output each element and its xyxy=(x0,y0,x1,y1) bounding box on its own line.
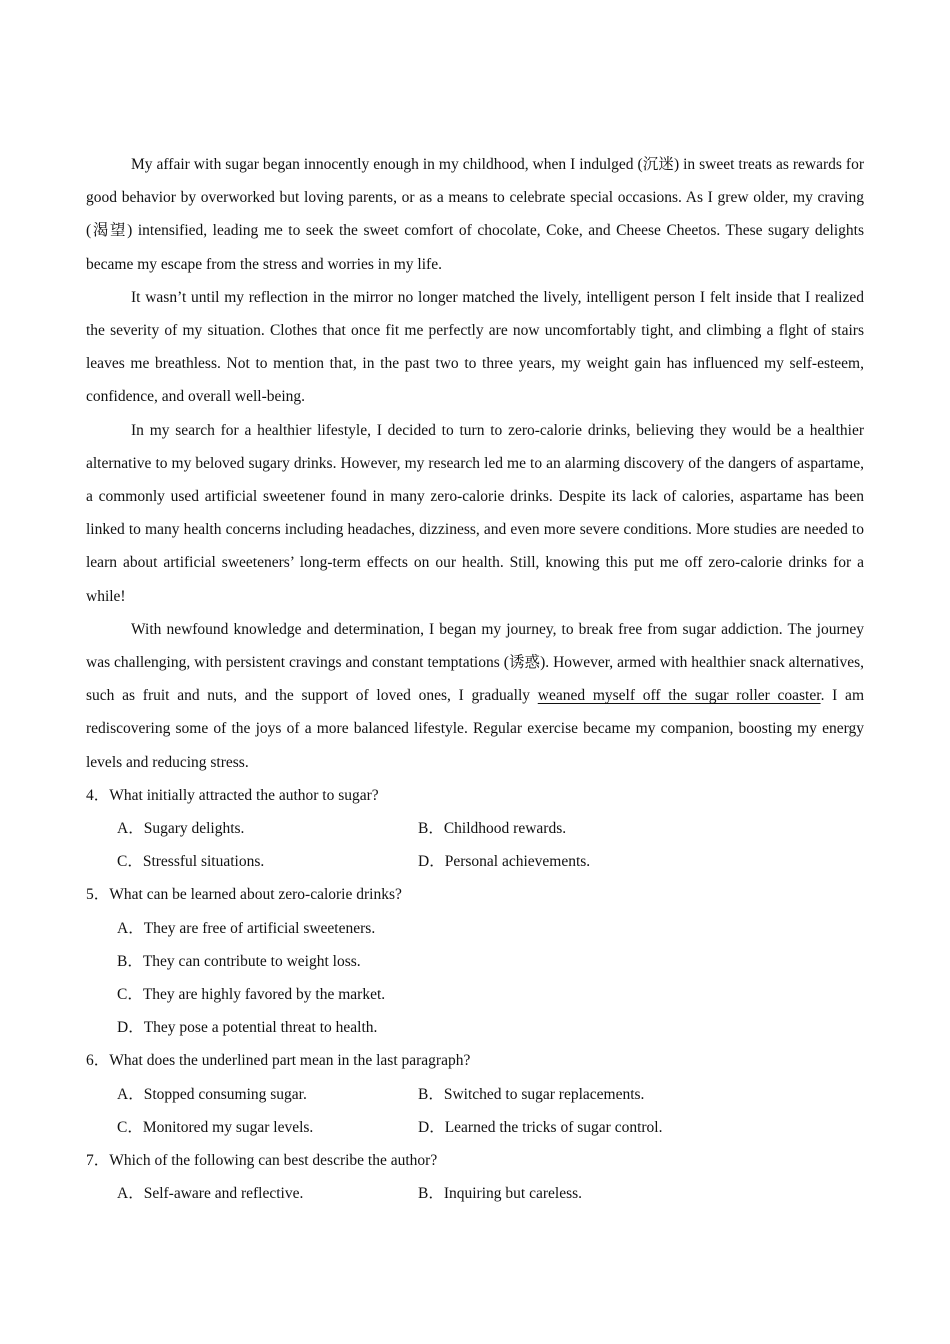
question-4-option-b: B．Childhood rewards. xyxy=(418,820,567,838)
question-7-options-row-1 xyxy=(86,1177,864,1210)
question-4-option-d: D．Personal achievements. xyxy=(418,853,591,871)
passage-paragraph-1: My affair with sugar began innocently enough in my childhood, when I indulged (沉迷) in sweet treats as rewards for good behavior by overworked but loving parents, or as a means to celebrate special occasions. As I grew older, my craving (渴望) intensified, leading me to seek the sweet comfort of chocolate, Coke, and Cheese Cheetos. These sugary delights became my escape from the stress and worries in my life. xyxy=(86,156,864,273)
question-5-stem: 5．What can be learned about zero-calorie drinks? xyxy=(86,886,402,904)
paragraph-4-text-start: With newfound knowledge and determination, I began my journey, to break free from sugar addiction. The journey was challenging, with persistent cravings and constant temptations (诱惑). However, armed with healthier snack alternatives, such as fruit and nuts, and the support of loved ones, I gradually xyxy=(86,620,864,705)
question-5-option-a: A．They are free of artificial sweeteners. xyxy=(117,919,376,937)
question-6-options-row-2 xyxy=(86,1111,864,1144)
passage-paragraph-3: In my search for a healthier lifestyle, I decided to turn to zero-calorie drinks, believing they would be a healthier alternative to my beloved sugary drinks. However, my research led me to an alarming discovery of the dangers of aspartame, a commonly used artificial sweetener found in many zero-calorie drinks. Despite its lack of calories, aspartame has been linked to many health concerns including headaches, dizziness, and even more severe conditions. More studies are needed to learn about artificial sweeteners’ long-term effects on our health. Still, knowing this put me off zero-calorie drinks for a while! xyxy=(86,421,864,605)
question-6-option-c: C．Monitored my sugar levels. xyxy=(117,1118,314,1136)
question-7-stem: 7．Which of the following can best describe the author? xyxy=(86,1152,438,1170)
question-4-options-row-1 xyxy=(86,812,864,845)
question-6-options-row-1 xyxy=(86,1078,864,1111)
underlined-phrase: weaned myself off the sugar roller coaster xyxy=(537,687,821,705)
question-4-options-row-2 xyxy=(86,845,864,878)
question-4-stem: 4．What initially attracted the author to sugar? xyxy=(86,786,379,804)
question-5-option-b: B．They can contribute to weight loss. xyxy=(117,952,361,970)
question-6-option-a: A．Stopped consuming sugar. xyxy=(117,1085,307,1103)
question-6-stem: 6．What does the underlined part mean in the last paragraph? xyxy=(86,1052,471,1070)
question-6-option-b: B．Switched to sugar replacements. xyxy=(418,1085,645,1103)
document-page xyxy=(86,148,864,1211)
passage-paragraph-4 xyxy=(86,613,864,779)
question-5-option-d: D．They pose a potential threat to health. xyxy=(117,1019,378,1037)
question-7-option-b: B．Inquiring but careless. xyxy=(418,1185,583,1203)
question-6-option-d: D．Learned the tricks of sugar control. xyxy=(418,1118,663,1136)
passage-paragraph-2: It wasn’t until my reflection in the mirror no longer matched the lively, intelligent person I felt inside that I realized the severity of my situation. Clothes that once fit me perfectly are now uncomfortably tight, and climbing a flght of stairs leaves me breathless. Not to mention that, in the past two to three years, my weight gain has influenced my self-esteem, confidence, and overall well-being. xyxy=(86,288,864,406)
question-4-option-c: C．Stressful situations. xyxy=(117,853,265,871)
question-5-option-c: C．They are highly favored by the market. xyxy=(117,986,386,1004)
paragraph-4-text-end: . I am rediscovering some of the joys of a more balanced lifestyle. Regular exercise became my companion, boosting my energy levels and reducing stress. xyxy=(86,687,864,771)
question-4-option-a: A．Sugary delights. xyxy=(117,820,245,838)
question-7-option-a: A．Self-aware and reflective. xyxy=(117,1185,304,1203)
